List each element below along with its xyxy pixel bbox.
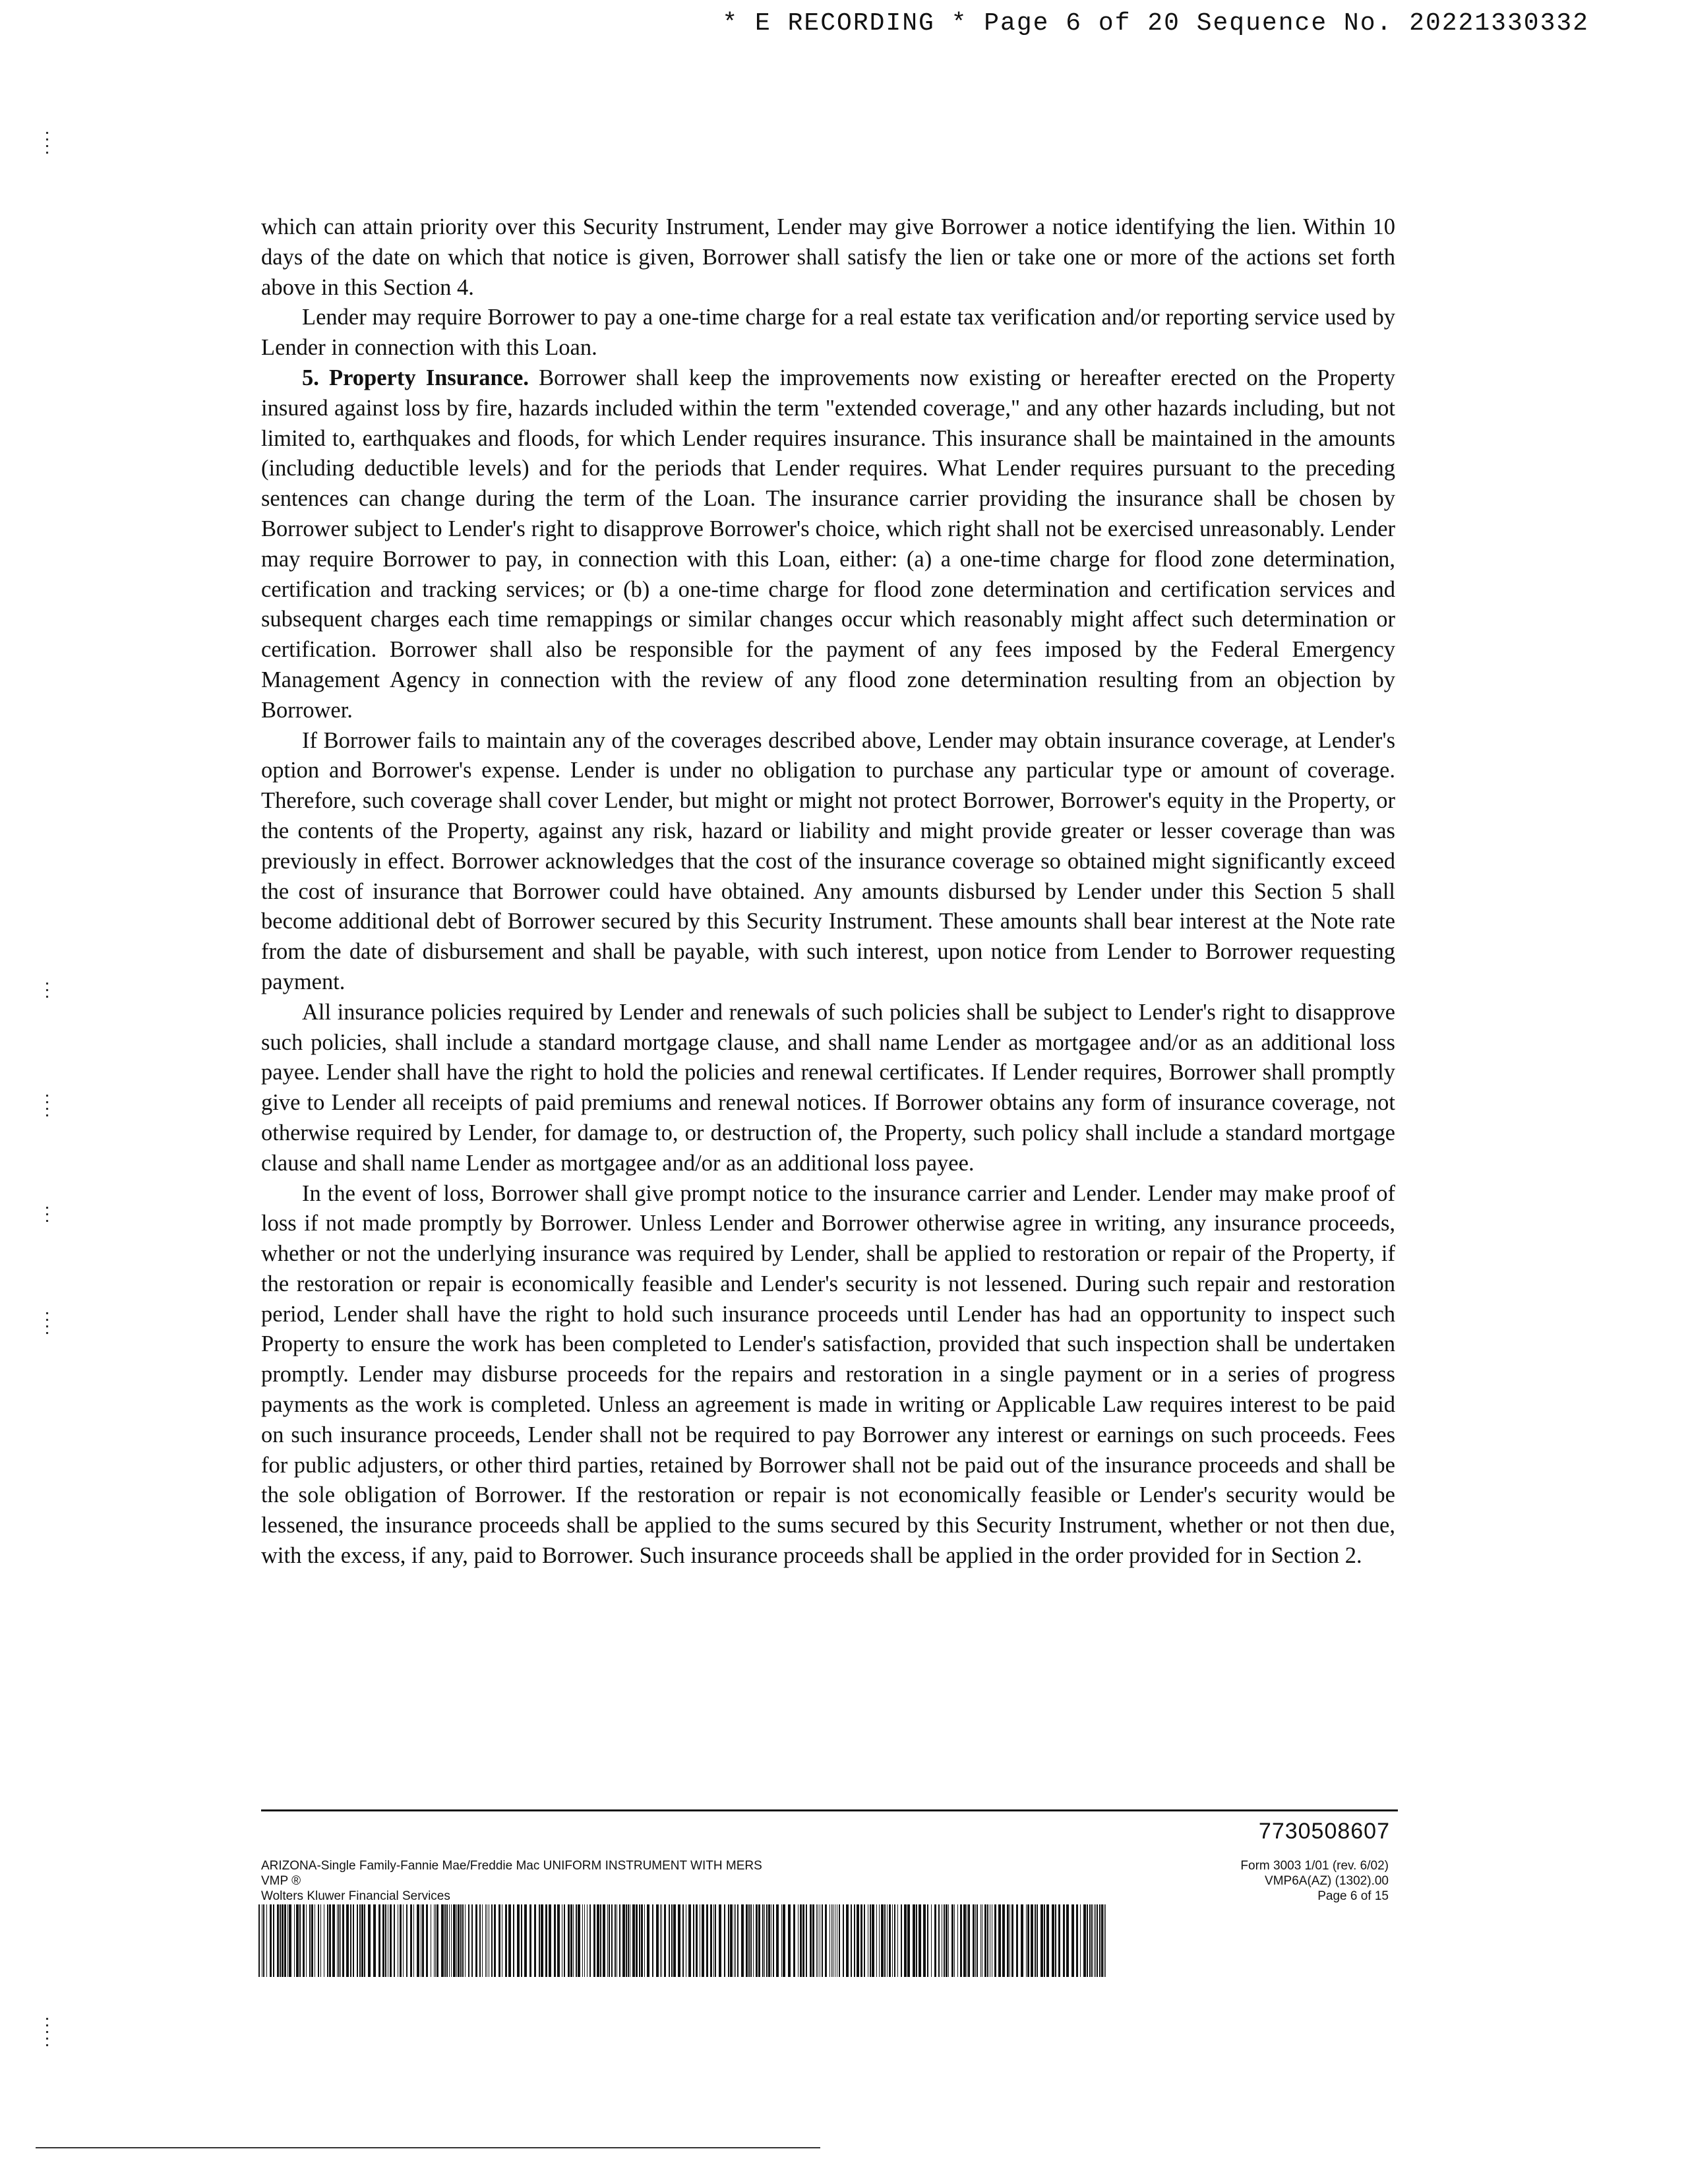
barcode-bar xyxy=(1099,1904,1100,1977)
margin-speck-marks xyxy=(46,1095,50,1121)
barcode-bar xyxy=(289,1904,291,1977)
barcode-bar xyxy=(446,1904,448,1977)
barcode-bar xyxy=(1101,1904,1103,1977)
barcode-bar xyxy=(682,1904,684,1977)
barcode-bar xyxy=(927,1904,928,1977)
recording-header: * E RECORDING * Page 6 of 20 Sequence No. 20221330332 xyxy=(722,9,1589,38)
barcode-bar xyxy=(422,1904,424,1977)
barcode-bar xyxy=(505,1904,507,1977)
barcode-bar xyxy=(1052,1904,1054,1977)
barcode-bar xyxy=(693,1904,694,1977)
barcode-bar xyxy=(263,1904,264,1977)
barcode-bar xyxy=(781,1904,782,1977)
barcode-bar xyxy=(881,1904,884,1977)
barcode-bar xyxy=(812,1904,814,1977)
paragraph-text: In the event of loss, Borrower shall give prompt notice to the insurance carrier and Lender. Lender may make proof of loss if not made promptly by Borrower. Unless Lender and Borrower otherwise agree in writing, any insurance proceeds, whether or not the underlying insurance was required by Lender, shall be applied to restoration or repair of the Property, if the restoration or repair is economically feasible and Lender's security is not lessened. During such repair and restoration period, Lender shall have the right to hold such insurance proceeds until Lender has had an opportunity to inspect such Property to ensure the work has been completed to Lender's satisfaction, provided that such inspection shall be undertaken promptly. Lender may disburse proceeds for the repairs and restoration in a single payment or in a series of progress payments as the work is completed. Unless an agreement is made in writing or Applicable Law requires interest to be paid on such insurance proceeds, Lender shall not be required to pay Borrower any interest or earnings on such proceeds. Fees for public adjusters, or other third parties, retained by Borrower shall not be paid out of the insurance proceeds and shall be the sole obligation of Borrower. If the restoration or repair is not economically feasible or Lender's security would be lessened, the insurance proceeds shall be applied to the sums secured by this Security Instrument, whether or not then due, with the excess, if any, paid to Borrower. Such insurance proceeds shall be applied in the order provided for in Section 2. xyxy=(261,1180,1395,1569)
barcode-bar xyxy=(748,1904,750,1977)
barcode-bar xyxy=(948,1904,949,1977)
margin-speck-marks xyxy=(46,2018,50,2051)
barcode-bar xyxy=(746,1904,748,1977)
barcode-bar xyxy=(338,1904,340,1977)
margin-speck-marks xyxy=(46,1312,50,1339)
barcode-bar xyxy=(296,1904,299,1977)
barcode-bar xyxy=(494,1904,496,1977)
barcode-bar xyxy=(498,1904,500,1977)
barcode-bar xyxy=(508,1904,511,1977)
vmp-mark: VMP ® xyxy=(261,1874,301,1888)
barcode-bar xyxy=(980,1904,981,1977)
barcode-bar xyxy=(944,1904,945,1977)
barcode-bar xyxy=(378,1904,380,1977)
barcode-bar xyxy=(597,1904,599,1977)
barcode-bar xyxy=(872,1904,874,1977)
barcode-bar xyxy=(756,1904,758,1977)
barcode-bar xyxy=(626,1904,627,1977)
barcode-bar xyxy=(644,1904,645,1977)
barcode-bar xyxy=(578,1904,580,1977)
barcode-bar xyxy=(609,1904,610,1977)
barcode-bar xyxy=(413,1904,414,1977)
barcode-bar xyxy=(485,1904,486,1977)
barcode-bar xyxy=(541,1904,543,1977)
barcode-bar xyxy=(1076,1904,1078,1977)
barcode-bar xyxy=(730,1904,733,1977)
barcode-bar xyxy=(451,1904,452,1977)
barcode-bar xyxy=(1087,1904,1088,1977)
barcode-bar xyxy=(1021,1904,1023,1977)
barcode-bar xyxy=(879,1904,880,1977)
barcode-bar xyxy=(1063,1904,1065,1977)
barcode-bar xyxy=(573,1904,574,1977)
barcode-bar xyxy=(311,1904,313,1977)
form-number: Form 3003 1/01 (rev. 6/02) xyxy=(1240,1859,1389,1873)
paragraph-loss-event xyxy=(261,1179,1395,1571)
barcode-bar xyxy=(453,1904,456,1977)
barcode-bar xyxy=(951,1904,953,1977)
barcode-bar xyxy=(715,1904,716,1977)
barcode-bar xyxy=(287,1904,288,1977)
barcode-bar xyxy=(570,1904,572,1977)
barcode-bar xyxy=(647,1904,649,1977)
barcode-bar xyxy=(987,1904,988,1977)
barcode-bar xyxy=(773,1904,774,1977)
barcode-bar xyxy=(806,1904,807,1977)
barcode-bar xyxy=(798,1904,799,1977)
paragraph-property-insurance xyxy=(261,363,1395,726)
barcode-bar xyxy=(1037,1904,1038,1977)
barcode-bar xyxy=(984,1904,986,1977)
barcode-bar xyxy=(719,1904,721,1977)
paragraph-text: Lender may require Borrower to pay a one-time charge for a real estate tax verification and/or reporting service used by Lender in connection with this Loan. xyxy=(261,305,1395,361)
barcode-bar xyxy=(839,1904,840,1977)
barcode-bar xyxy=(521,1904,522,1977)
barcode-bar xyxy=(1046,1904,1049,1977)
barcode-bar xyxy=(750,1904,752,1977)
barcode-bar xyxy=(825,1904,827,1977)
barcode-bar xyxy=(901,1904,902,1977)
barcode-bar xyxy=(357,1904,358,1977)
margin-speck-marks xyxy=(46,1207,50,1227)
barcode-bar xyxy=(892,1904,893,1977)
barcode-bar xyxy=(441,1904,444,1977)
barcode-bar xyxy=(309,1904,311,1977)
barcode-bar xyxy=(860,1904,862,1977)
form-title: ARIZONA-Single Family-Fannie Mae/Freddie Mac UNIFORM INSTRUMENT WITH MERS xyxy=(261,1859,762,1873)
barcode-bar xyxy=(864,1904,865,1977)
barcode-bar xyxy=(589,1904,591,1977)
barcode-bar xyxy=(619,1904,620,1977)
barcode-bar xyxy=(417,1904,419,1977)
barcode-bar xyxy=(810,1904,812,1977)
barcode-bar xyxy=(923,1904,926,1977)
barcode-bar xyxy=(660,1904,661,1977)
barcode-bar xyxy=(479,1904,481,1977)
barcode-bar xyxy=(816,1904,817,1977)
barcode-bar xyxy=(361,1904,363,1977)
barcode-bar xyxy=(410,1904,412,1977)
barcode-bar xyxy=(737,1904,738,1977)
barcode-bar xyxy=(758,1904,760,1977)
barcode-bar xyxy=(1044,1904,1045,1977)
barcode-bar xyxy=(373,1904,376,1977)
barcode-bar xyxy=(829,1904,830,1977)
barcode-bar xyxy=(741,1904,744,1977)
barcode-bar xyxy=(1095,1904,1096,1977)
barcode-bar xyxy=(603,1904,605,1977)
margin-speck-marks xyxy=(46,132,50,158)
barcode-bar xyxy=(1016,1904,1018,1977)
barcode-bar xyxy=(639,1904,640,1977)
barcode-bar xyxy=(444,1904,446,1977)
barcode-bar xyxy=(822,1904,823,1977)
barcode-bar xyxy=(724,1904,725,1977)
barcode-bar xyxy=(460,1904,462,1977)
barcode-bar xyxy=(887,1904,888,1977)
barcode-bar xyxy=(1058,1904,1060,1977)
barcode-bar xyxy=(656,1904,659,1977)
barcode-bar xyxy=(876,1904,877,1977)
barcode-bar xyxy=(843,1904,844,1977)
barcode-bar xyxy=(913,1904,915,1977)
barcode-bar xyxy=(524,1904,527,1977)
document-body xyxy=(261,212,1395,1571)
margin-speck-marks xyxy=(46,983,50,1002)
barcode-bar xyxy=(957,1904,958,1977)
barcode-bar xyxy=(710,1904,712,1977)
barcode-bar xyxy=(282,1904,284,1977)
barcode xyxy=(258,1904,1106,1977)
barcode-bar xyxy=(1071,1904,1074,1977)
barcode-bar xyxy=(350,1904,351,1977)
barcode-bar xyxy=(258,1904,260,1977)
paragraph-tax-verification xyxy=(261,303,1395,363)
barcode-bar xyxy=(582,1904,583,1977)
barcode-bar xyxy=(1011,1904,1013,1977)
barcode-bar xyxy=(615,1904,616,1977)
barcode-bar xyxy=(1097,1904,1098,1977)
barcode-bar xyxy=(897,1904,898,1977)
barcode-bar xyxy=(894,1904,895,1977)
barcode-bar xyxy=(994,1904,996,1977)
barcode-bar xyxy=(564,1904,565,1977)
barcode-bar xyxy=(931,1904,932,1977)
barcode-bar xyxy=(554,1904,556,1977)
barcode-bar xyxy=(266,1904,267,1977)
barcode-bar xyxy=(628,1904,629,1977)
barcode-bar xyxy=(1091,1904,1093,1977)
barcode-bar xyxy=(768,1904,770,1977)
barcode-bar xyxy=(889,1904,891,1977)
paragraph-coverage-failure xyxy=(261,726,1395,998)
barcode-bar xyxy=(1027,1904,1029,1977)
barcode-bar xyxy=(1002,1904,1005,1977)
barcode-bar xyxy=(696,1904,698,1977)
barcode-bar xyxy=(340,1904,341,1977)
barcode-bar xyxy=(400,1904,402,1977)
barcode-bar xyxy=(904,1904,907,1977)
barcode-bar xyxy=(870,1904,871,1977)
barcode-bar xyxy=(652,1904,653,1977)
barcode-bar xyxy=(673,1904,676,1977)
barcode-bar xyxy=(364,1904,365,1977)
barcode-bar xyxy=(468,1904,469,1977)
loan-number: 7730508607 xyxy=(1258,1819,1390,1844)
barcode-bar xyxy=(482,1904,483,1977)
barcode-bar xyxy=(611,1904,613,1977)
barcode-bar xyxy=(669,1904,670,1977)
barcode-bar xyxy=(1089,1904,1091,1977)
barcode-bar xyxy=(294,1904,295,1977)
barcode-bar xyxy=(332,1904,335,1977)
barcode-bar xyxy=(753,1904,754,1977)
barcode-bar xyxy=(1007,1904,1009,1977)
barcode-bar xyxy=(622,1904,625,1977)
barcode-bar xyxy=(706,1904,708,1977)
barcode-bar xyxy=(284,1904,286,1977)
barcode-bar xyxy=(934,1904,936,1977)
barcode-bar xyxy=(382,1904,384,1977)
barcode-bar xyxy=(977,1904,978,1977)
footer-divider xyxy=(261,1809,1398,1811)
barcode-bar xyxy=(568,1904,570,1977)
barcode-bar xyxy=(303,1904,305,1977)
paragraph-text: All insurance policies required by Lender and renewals of such policies shall be subject to Lender's right to disapprove such policies, shall include a standard mortgage clause, and shall name Lender as mortgagee and/or as an additional loss payee. Lender shall have the right to hold the policies and renewal certificates. If Lender requires, Borrower shall promptly give to Lender all receipts of paid premiums and renewal notices. If Borrower obtains any form of insurance coverage, not otherwise required by Lender, for damage to, or destruction of, the Property, such policy shall include a standard mortgage clause and shall name Lender as mortgagee and/or as an additional loss payee. xyxy=(261,999,1395,1176)
barcode-bar xyxy=(919,1904,921,1977)
barcode-bar xyxy=(306,1904,307,1977)
barcode-bar xyxy=(975,1904,976,1977)
barcode-bar xyxy=(277,1904,279,1977)
barcode-bar xyxy=(766,1904,768,1977)
barcode-bar xyxy=(385,1904,386,1977)
barcode-bar xyxy=(968,1904,970,1977)
form-number-block xyxy=(1240,1858,1389,1904)
barcode-bar xyxy=(584,1904,585,1977)
paragraph-policy-approval xyxy=(261,998,1395,1179)
paragraph-text: Borrower shall keep the improvements now existing or hereafter erected on the Property insured against loss by fire, hazards included within the term "extended coverage," and any other hazards including, but not limited to, earthquakes and floods, for which Lender requires insurance. This insurance shall be maintained in the amounts (including deductible levels) and for the periods that Lender requires. What Lender requires pursuant to the preceding sentences can change during the term of the Loan. The insurance carrier providing the insurance shall be chosen by Borrower subject to Lender's right to disapprove Borrower's choice, which right shall not be exercised unreasonably. Lender may require Borrower to pay, in connection with this Loan, either: (a) a one-time charge for flood zone determination, certification and tracking services; or (b) a one-time charge for flood zone determination and certification services and subsequent charges each time remappings or similar changes occur which reasonably might affect such determination or certification. Borrower shall also be responsible for the payment of any fees imposed by the Federal Emergency Management Agency in connection with the review of any flood zone determination resulting from an objection by Borrower. xyxy=(261,365,1395,723)
barcode-bar xyxy=(846,1904,849,1977)
barcode-bar xyxy=(802,1904,804,1977)
barcode-bar xyxy=(449,1904,450,1977)
barcode-bar xyxy=(963,1904,966,1977)
barcode-bar xyxy=(517,1904,520,1977)
paragraph-text: If Borrower fails to maintain any of the coverages described above, Lender may obtain insurance coverage, at Lender's option and Borrower's expense. Lender is under no obligation to purchase any particular type or amount of coverage. Therefore, such coverage shall cover Lender, but might or might not protect Borrower, Borrower's equity in the Property, or the contents of the Property, against any risk, hazard or liability and might provide greater or lesser coverage than was previously in effect. Borrower acknowledges that the cost of the insurance coverage so obtained might significantly exceed the cost of insurance that Borrower could have obtained. Any amounts disbursed by Lender under this Section 5 shall become additional debt of Borrower secured by this Security Instrument. These amounts shall bear interest at the Note rate from the date of disbursement and shall be payable, with such interest, upon notice from Lender to Borrower requesting payment. xyxy=(261,727,1395,994)
barcode-bar xyxy=(776,1904,779,1977)
form-title-block xyxy=(261,1858,762,1904)
barcode-bar xyxy=(426,1904,428,1977)
barcode-bar xyxy=(513,1904,514,1977)
barcode-bar xyxy=(688,1904,691,1977)
barcode-bar xyxy=(320,1904,321,1977)
barcode-bar xyxy=(1083,1904,1086,1977)
barcode-bar xyxy=(394,1904,395,1977)
barcode-bar xyxy=(353,1904,354,1977)
barcode-bar xyxy=(462,1904,464,1977)
barcode-bar xyxy=(600,1904,601,1977)
barcode-bar xyxy=(593,1904,595,1977)
barcode-bar xyxy=(1035,1904,1036,1977)
barcode-bar xyxy=(735,1904,736,1977)
barcode-bar xyxy=(587,1904,588,1977)
barcode-bar xyxy=(762,1904,764,1977)
paragraph-lien-notice xyxy=(261,212,1395,303)
barcode-bar xyxy=(607,1904,608,1977)
barcode-bar xyxy=(1066,1904,1069,1977)
barcode-bar xyxy=(406,1904,407,1977)
barcode-bar xyxy=(671,1904,673,1977)
barcode-bar xyxy=(1105,1904,1106,1977)
vmp-form-code: VMP6A(AZ) (1302).00 xyxy=(1265,1874,1389,1888)
barcode-bar xyxy=(678,1904,680,1977)
barcode-bar xyxy=(1094,1904,1095,1977)
barcode-bar xyxy=(273,1904,274,1977)
barcode-bar xyxy=(471,1904,473,1977)
barcode-bar xyxy=(437,1904,438,1977)
barcode-bar xyxy=(1055,1904,1056,1977)
barcode-bar xyxy=(1026,1904,1027,1977)
barcode-bar xyxy=(960,1904,962,1977)
barcode-bar xyxy=(529,1904,531,1977)
barcode-bar xyxy=(359,1904,361,1977)
barcode-bar xyxy=(800,1904,802,1977)
barcode-bar xyxy=(793,1904,795,1977)
barcode-bar xyxy=(728,1904,729,1977)
barcode-bar xyxy=(854,1904,855,1977)
barcode-bar xyxy=(270,1904,272,1977)
barcode-bar xyxy=(318,1904,319,1977)
publisher-name: Wolters Kluwer Financial Services xyxy=(261,1889,450,1903)
barcode-bar xyxy=(788,1904,791,1977)
barcode-bar xyxy=(342,1904,344,1977)
barcode-bar xyxy=(545,1904,547,1977)
barcode-bar xyxy=(702,1904,704,1977)
barcode-bar xyxy=(831,1904,832,1977)
barcode-bar xyxy=(458,1904,460,1977)
barcode-bar xyxy=(973,1904,975,1977)
barcode-bar xyxy=(632,1904,635,1977)
barcode-bar xyxy=(1031,1904,1033,1977)
barcode-bar xyxy=(346,1904,349,1977)
barcode-bar xyxy=(280,1904,281,1977)
barcode-bar xyxy=(491,1904,493,1977)
barcode-bar xyxy=(557,1904,560,1977)
barcode-bar xyxy=(539,1904,540,1977)
barcode-bar xyxy=(1040,1904,1043,1977)
barcode-bar xyxy=(465,1904,466,1977)
barcode-bar xyxy=(576,1904,577,1977)
barcode-bar xyxy=(434,1904,435,1977)
form-page-number: Page 6 of 15 xyxy=(1317,1889,1389,1903)
paragraph-text: which can attain priority over this Security Instrument, Lender may give Borrower a notice identifying the lien. Within 10 days of the date on which that notice is given, Borrower shall satisfy the lien or take one or more of the actions set forth above in this Section 4. xyxy=(261,214,1395,300)
barcode-bar xyxy=(998,1904,1001,1977)
barcode-bar xyxy=(549,1904,551,1977)
barcode-bar xyxy=(954,1904,955,1977)
barcode-bar xyxy=(435,1904,436,1977)
barcode-bar xyxy=(390,1904,392,1977)
barcode-bar xyxy=(636,1904,638,1977)
barcode-bar xyxy=(475,1904,477,1977)
scan-edge-line xyxy=(36,2147,820,2148)
barcode-bar xyxy=(403,1904,404,1977)
barcode-bar xyxy=(734,1904,735,1977)
barcode-bar xyxy=(641,1904,643,1977)
barcode-bar xyxy=(661,1904,662,1977)
barcode-bar xyxy=(946,1904,948,1977)
barcode-bar xyxy=(664,1904,666,1977)
barcode-bar xyxy=(916,1904,917,1977)
barcode-bar xyxy=(456,1904,457,1977)
barcode-bar xyxy=(783,1904,785,1977)
barcode-bar xyxy=(713,1904,714,1977)
barcode-bar xyxy=(907,1904,910,1977)
barcode-bar xyxy=(938,1904,940,1977)
barcode-bar xyxy=(884,1904,886,1977)
barcode-bar xyxy=(851,1904,852,1977)
barcode-bar xyxy=(329,1904,331,1977)
barcode-bar xyxy=(368,1904,371,1977)
barcode-bar xyxy=(1080,1904,1081,1977)
barcode-bar xyxy=(299,1904,301,1977)
barcode-bar xyxy=(327,1904,328,1977)
barcode-bar xyxy=(857,1904,859,1977)
barcode-bar xyxy=(337,1904,338,1977)
section-heading: 5. Property Insurance. xyxy=(302,365,529,390)
barcode-bar xyxy=(764,1904,765,1977)
barcode-bar xyxy=(534,1904,536,1977)
